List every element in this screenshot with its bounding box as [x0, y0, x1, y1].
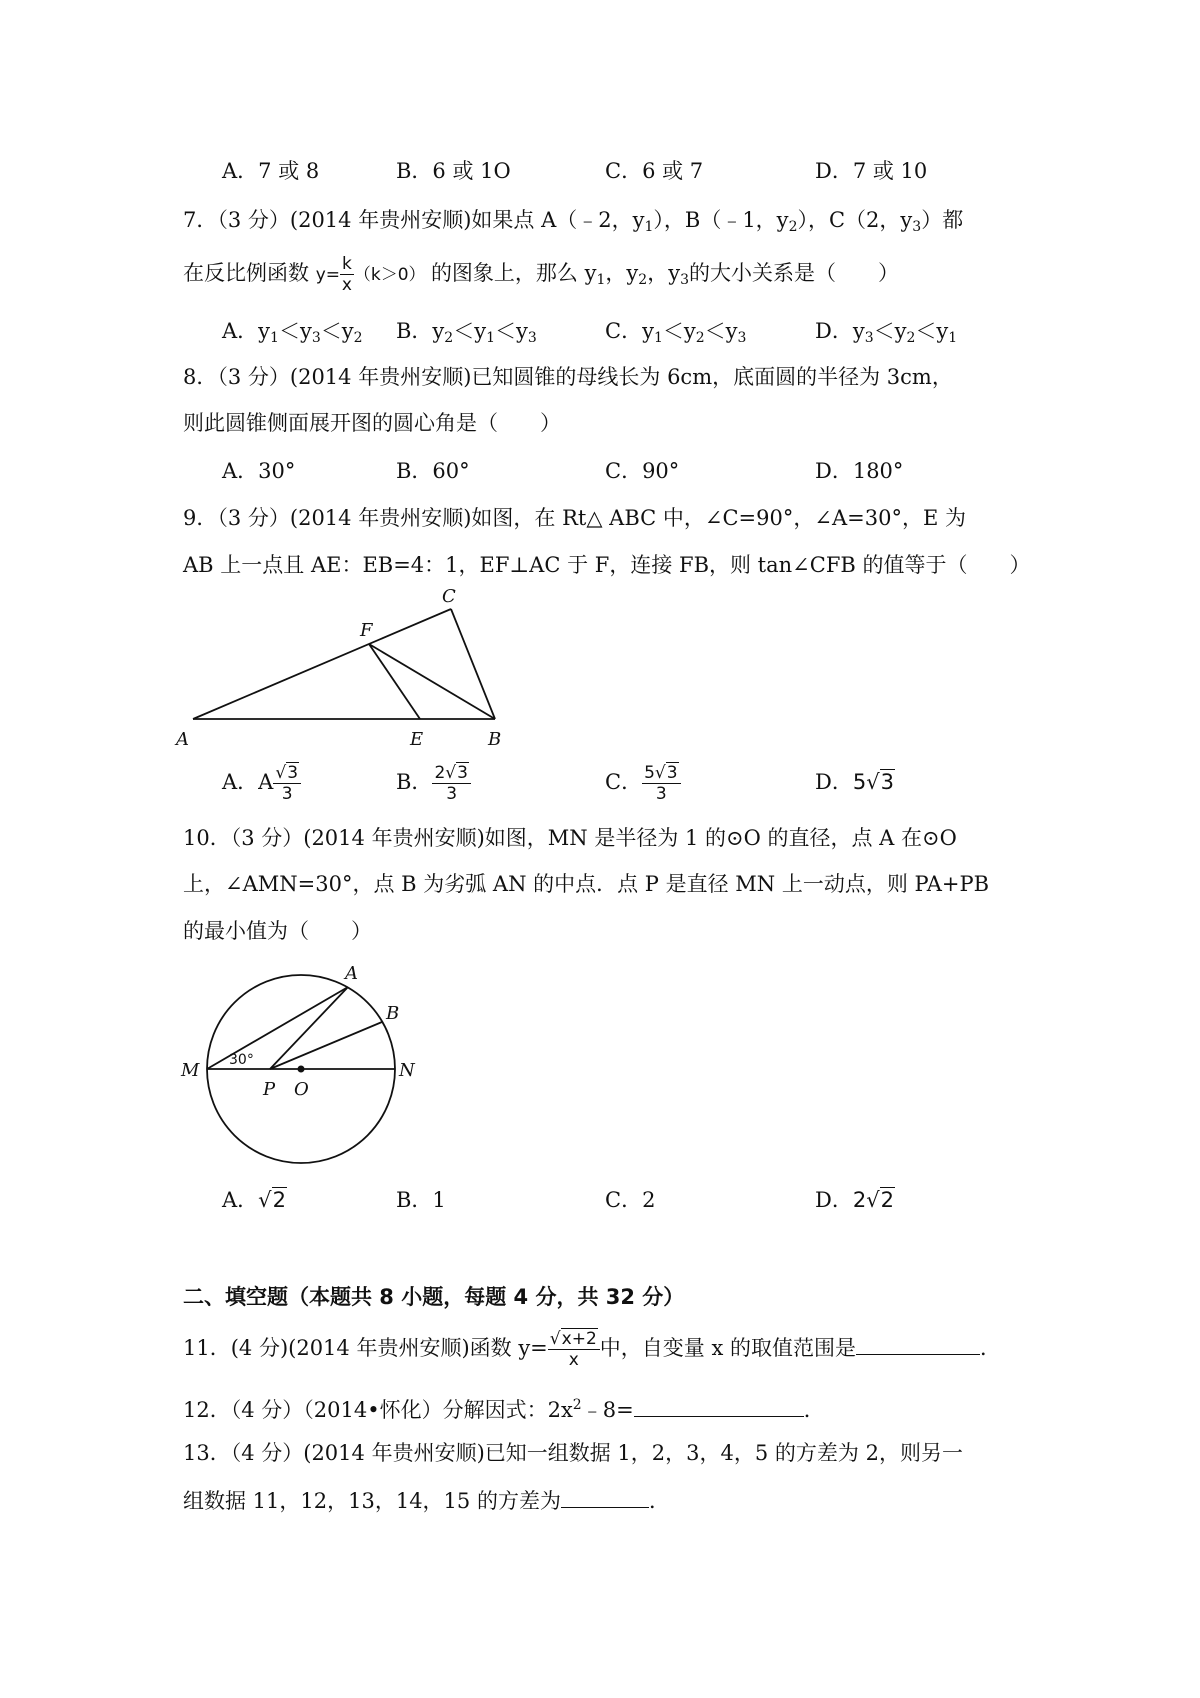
q7-formula: y= $\frac{k}{x}$ （k＞0）: [315, 254, 426, 295]
q9-option-a: A．A $\frac{√3}{3}$: [222, 760, 301, 804]
label-n: N: [399, 1060, 415, 1081]
q10-line-2: 上，∠AMN=30°，点 B 为劣弧 AN 的中点．点 P 是直径 MN 上一动点，则 PA+PB: [183, 872, 990, 896]
q9-line-2: AB 上一点且 AE：EB=4：1，EF⊥AC 于 F，连接 FB，则 tan∠CFB 的值等于（ ）: [183, 553, 1031, 577]
q13-answer-blank[interactable]: [561, 1487, 649, 1508]
label-o: O: [294, 1079, 309, 1100]
q10-option-d: D．2√2: [815, 1188, 894, 1212]
q9-option-d: D．5√3: [815, 770, 894, 794]
q7-option-d: D．$y_3<y_2<y_1$: [815, 319, 958, 346]
q8-option-b: B．60°: [396, 459, 470, 483]
q9-line-1: 9．（3 分）(2014 年贵州安顺)如图，在 Rt△ ABC 中，∠C=90°，∠A=30°，E 为: [183, 506, 966, 530]
q13-line-1: 13．（4 分）(2014 年贵州安顺)已知一组数据 1，2，3，4，5 的方差为 2，则另一: [183, 1441, 963, 1465]
center-dot: [298, 1066, 305, 1073]
q10-line-1: 10．（3 分）(2014 年贵州安顺)如图，MN 是半径为 1 的⊙O 的直径，点 A 在⊙O: [183, 826, 957, 850]
circle-figure: [175, 960, 435, 1170]
label-angle-30: 30°: [229, 1052, 254, 1068]
label-b: B: [488, 729, 502, 750]
label-b: B: [386, 1003, 400, 1024]
segment-fb: [369, 644, 495, 719]
segment-fe: [369, 644, 420, 719]
label-m: M: [181, 1060, 200, 1081]
label-a: A: [176, 729, 189, 750]
q10-line-3: 的最小值为（ ）: [183, 919, 372, 943]
q8-option-a: A．30°: [222, 459, 296, 483]
label-p: P: [263, 1079, 276, 1100]
label-f: F: [360, 620, 373, 641]
q12-answer-blank[interactable]: [634, 1396, 804, 1417]
q10-option-a: A．√2: [222, 1188, 286, 1212]
q6-option-a: A．7 或 8: [222, 159, 320, 183]
q13-line-2: 组数据 11，12，13，14，15 的方差为 ．: [183, 1489, 670, 1513]
q11-answer-blank[interactable]: [856, 1334, 980, 1355]
q10-option-b: B．1: [396, 1188, 446, 1212]
q6-option-b: B．6 或 1O: [396, 159, 511, 183]
q11-line: 11．(4 分)(2014 年贵州安顺)函数 y= $\frac{√x+2}{x}$ 中，自变量 x 的取值范围是 ．: [183, 1328, 1001, 1370]
q10-option-c: C．2: [605, 1188, 656, 1212]
segment-cb: [451, 609, 495, 719]
q7-line-2: 在反比例函数 y= $\frac{k}{x}$ （k＞0） 的图象上，那么 $y_1$，$y_2$，$y_3$的大小关系是（ ）: [183, 254, 899, 295]
label-c: C: [442, 586, 456, 607]
q8-option-d: D．180°: [815, 459, 904, 483]
q8-line-2: 则此圆锥侧面展开图的圆心角是（ ）: [183, 411, 561, 435]
q9-option-b: B． $\frac{2√3}{3}$: [396, 760, 471, 804]
triangle-figure: [170, 585, 510, 755]
segment-ac: [193, 609, 451, 719]
q8-option-c: C．90°: [605, 459, 680, 483]
label-e: E: [410, 729, 424, 750]
q8-line-1: 8．（3 分）(2014 年贵州安顺)已知圆锥的母线长为 6cm，底面圆的半径为 3cm，: [183, 365, 953, 389]
label-a: A: [345, 963, 358, 984]
q7-option-a: A．$y_1<y_3<y_2$: [222, 319, 363, 346]
segment-pa: [270, 987, 348, 1069]
q6-option-c: C．6 或 7: [605, 159, 704, 183]
q9-option-c: C． $\frac{5√3}{3}$: [605, 760, 681, 804]
q7-line-1: 7．（3 分）(2014 年贵州安顺)如果点 A（﹣2，$y_1$），B（﹣1，$y_2$），C（2，$y_3$）都: [183, 208, 964, 235]
q7-option-b: B．$y_2<y_1<y_3$: [396, 319, 537, 346]
section-2-heading: 二、填空题（本题共 8 小题，每题 4 分，共 32 分）: [183, 1285, 685, 1309]
q6-option-d: D．7 或 10: [815, 159, 928, 183]
segment-pb: [270, 1022, 382, 1069]
q7-option-c: C．$y_1<y_2<y_3$: [605, 319, 747, 346]
q12-line: 12．（4 分）（2014•怀化）分解因式：$2x^2﹣8=$ ．: [183, 1397, 825, 1422]
